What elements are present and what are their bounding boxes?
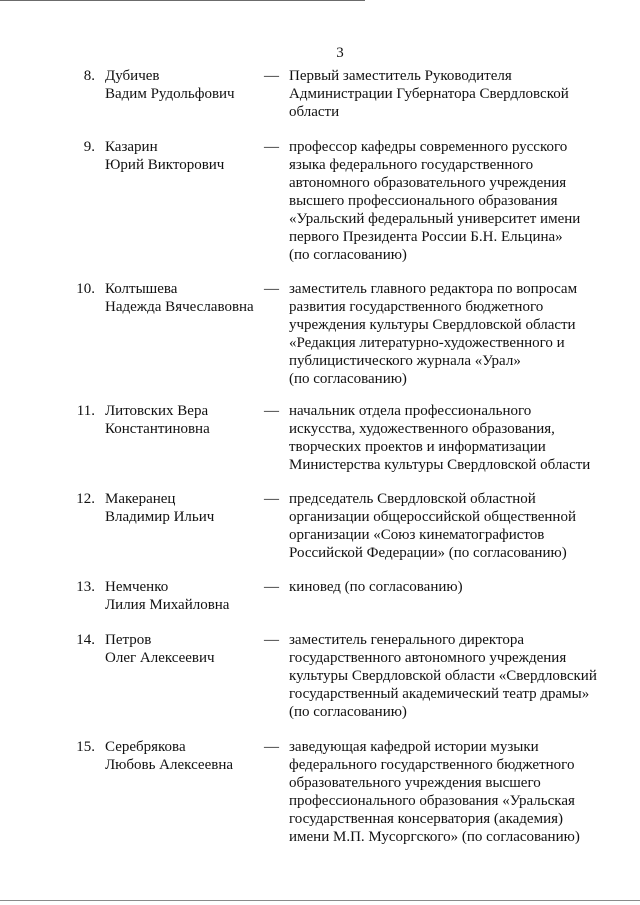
description-line: (по согласованию) (289, 704, 407, 720)
person-name-line: Олег Алексеевич (105, 650, 215, 666)
position-description (289, 490, 594, 562)
person-name-line: Казарин (105, 139, 158, 155)
person-name-line: Лилия Михайловна (105, 597, 230, 613)
person-name (105, 280, 265, 316)
person-name-line: Макеранец (105, 491, 176, 507)
description-line: Первый заместитель Руководителя (289, 68, 512, 84)
person-name (105, 138, 265, 174)
description-line: федерального государственного бюджетного (289, 757, 575, 773)
item-number: 15. (76, 739, 95, 755)
description-line: государственная консерватория (академия) (289, 811, 563, 827)
description-line: первого Президента России Б.Н. Ельцина» (289, 229, 563, 245)
separator-dash: — (264, 403, 279, 419)
description-line: профессор кафедры современного русского (289, 139, 568, 155)
person-name (105, 67, 265, 103)
separator-dash: — (264, 632, 279, 648)
description-line: организации общероссийской общественной (289, 509, 576, 525)
page-number: 3 (336, 45, 344, 61)
separator-dash: — (264, 491, 279, 507)
person-name-line: Дубичев (105, 68, 160, 84)
person-name (105, 402, 265, 438)
description-line: заместитель главного редактора по вопросам (289, 281, 578, 297)
item-number: 12. (76, 491, 95, 507)
position-description (289, 402, 594, 474)
description-line: профессионального образования «Уральская (289, 793, 575, 809)
position-description (289, 280, 594, 388)
description-line: публицистического журнала «Урал» (289, 353, 521, 369)
description-line: (по согласованию) (289, 371, 407, 387)
person-name-line: Серебрякова (105, 739, 186, 755)
position-description (289, 738, 594, 846)
person-name-line: Немченко (105, 579, 169, 595)
separator-dash: — (264, 139, 279, 155)
description-line: Министерства культуры Свердловской области (289, 457, 591, 473)
description-line: «Редакция литературно-художественного и (289, 335, 565, 351)
person-name-line: Вадим Рудольфович (105, 86, 235, 102)
position-description (289, 67, 594, 121)
separator-dash: — (264, 579, 279, 595)
description-line: высшего профессионального образования (289, 193, 558, 209)
description-line: творческих проектов и информатизации (289, 439, 546, 455)
person-name (105, 490, 265, 526)
description-line: Администрации Губернатора Свердловской (289, 86, 569, 102)
item-number: 13. (76, 579, 95, 595)
top-edge-rule (0, 0, 365, 1)
item-number: 11. (76, 403, 95, 419)
description-line: развития государственного бюджетного (289, 299, 544, 315)
separator-dash: — (264, 739, 279, 755)
description-line: организации «Союз кинематографистов (289, 527, 545, 543)
person-name-line: Константиновна (105, 421, 210, 437)
item-number: 10. (76, 281, 95, 297)
description-line: заведующая кафедрой истории музыки (289, 739, 539, 755)
description-line: «Уральский федеральный университет имени (289, 211, 581, 227)
description-line: области (289, 104, 340, 120)
person-name-line: Надежда Вячеславовна (105, 299, 254, 315)
description-line: государственного автономного учреждения (289, 650, 567, 666)
position-description (289, 138, 594, 264)
description-line: автономного образовательного учреждения (289, 175, 567, 191)
separator-dash: — (264, 68, 279, 84)
position-description (289, 631, 597, 721)
separator-dash: — (264, 281, 279, 297)
bottom-edge-rule (0, 900, 640, 901)
description-line: председатель Свердловской областной (289, 491, 536, 507)
person-name-line: Юрий Викторович (105, 157, 225, 173)
description-line: культуры Свердловской области «Свердловский (289, 668, 597, 684)
person-name-line: Литовских Вера (105, 403, 209, 419)
person-name-line: Любовь Алексеевна (105, 757, 233, 773)
person-name (105, 578, 265, 614)
person-name (105, 631, 265, 667)
description-line: учреждения культуры Свердловской области (289, 317, 576, 333)
description-line: начальник отдела профессионального (289, 403, 532, 419)
person-name-line: Петров (105, 632, 152, 648)
description-line: (по согласованию) (289, 247, 407, 263)
item-number: 14. (76, 632, 95, 648)
description-line: киновед (по согласованию) (289, 579, 463, 595)
description-line: заместитель генерального директора (289, 632, 525, 648)
person-name (105, 738, 265, 774)
description-line: языка федерального государственного (289, 157, 534, 173)
description-line: искусства, художественного образования, (289, 421, 555, 437)
person-name-line: Колтышева (105, 281, 178, 297)
person-name-line: Владимир Ильич (105, 509, 215, 525)
description-line: образовательного учреждения высшего (289, 775, 541, 791)
item-number: 8. (83, 68, 95, 84)
item-number: 9. (83, 139, 95, 155)
description-line: имени М.П. Мусоргского» (по согласованию) (289, 829, 580, 845)
position-description (289, 578, 594, 596)
description-line: Российской Федерации» (по согласованию) (289, 545, 567, 561)
description-line: государственный академический театр драмы» (289, 686, 590, 702)
